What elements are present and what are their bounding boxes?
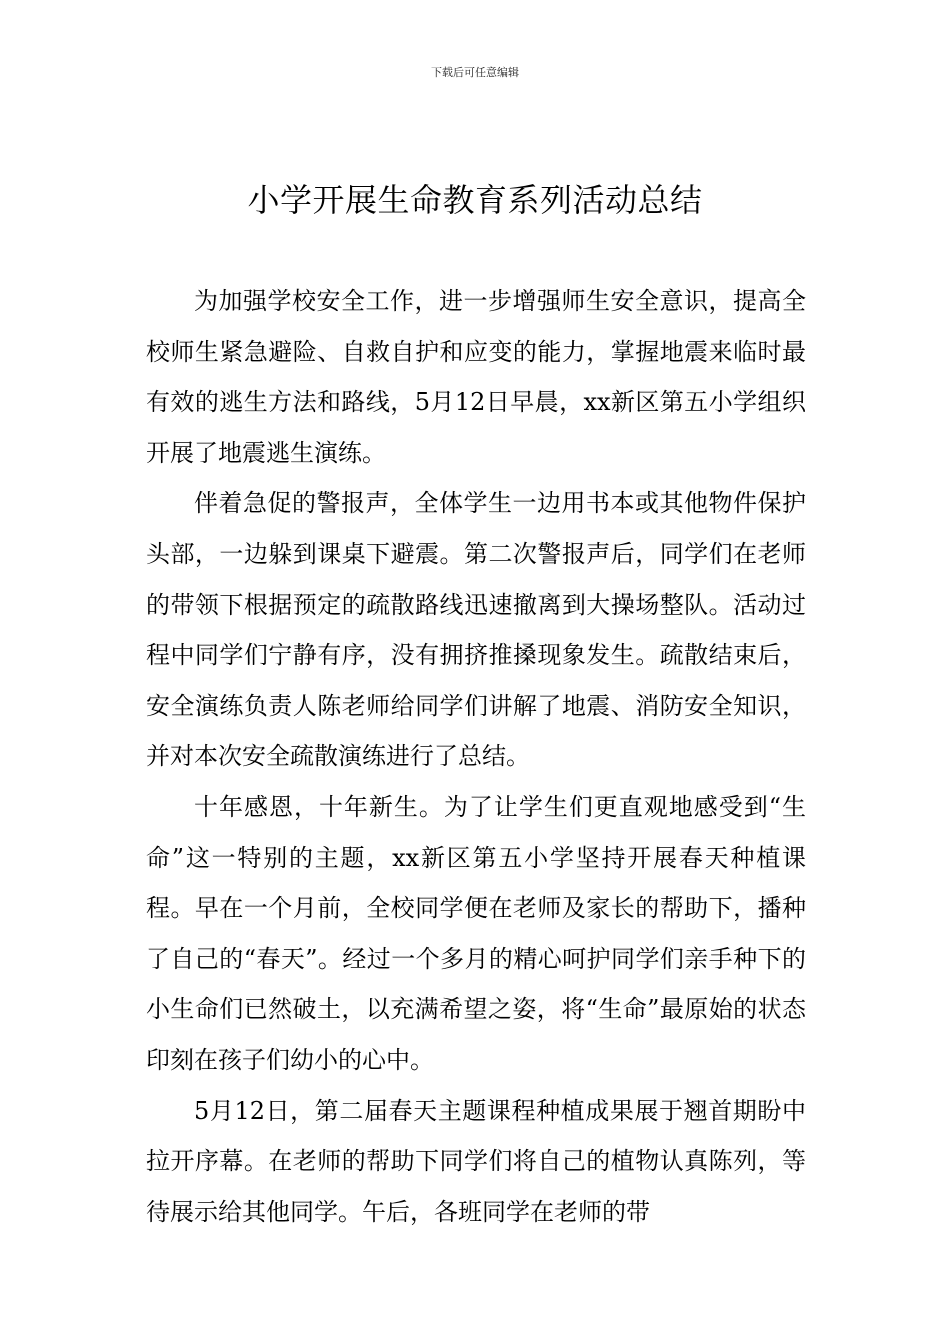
- paragraph-4: 5月12日，第二届春天主题课程种植成果展于翘首期盼中拉开序幕。在老师的帮助下同学们将自己的植物认真陈列，等待展示给其他同学。午后，各班同学在老师的带: [146, 1096, 806, 1226]
- document-body: [146, 276, 806, 1237]
- header-note: 下载后可任意编辑: [431, 66, 519, 79]
- paragraph-1: 为加强学校安全工作，进一步增强师生安全意识，提高全校师生紧急避险、自救自护和应变的能力，掌握地震来临时最有效的逃生方法和路线，5月12日早晨，xx新区第五小学组织开展了地震逃生演练。: [146, 287, 806, 467]
- paragraph-3: 十年感恩，十年新生。为了让学生们更直观地感受到“生命”这一特别的主题，xx新区第五小学坚持开展春天种植课程。早在一个月前，全校同学便在老师及家长的帮助下，播种了自己的“春天”。经过一个多月的精心呵护同学们亲手种下的小生命们已然破土，以充满希望之姿，将“生命”最原始的状态印刻在孩子们幼小的心中。: [146, 792, 806, 1074]
- paragraph-2: 伴着急促的警报声，全体学生一边用书本或其他物件保护头部，一边躲到课桌下避震。第二次警报声后，同学们在老师的带领下根据预定的疏散路线迅速撤离到大操场整队。活动过程中同学们宁静有序，没有拥挤推搡现象发生。疏散结束后，安全演练负责人陈老师给同学们讲解了地震、消防安全知识，并对本次安全疏散演练进行了总结。: [146, 489, 806, 771]
- document-title: 小学开展生命教育系列活动总结: [247, 181, 703, 219]
